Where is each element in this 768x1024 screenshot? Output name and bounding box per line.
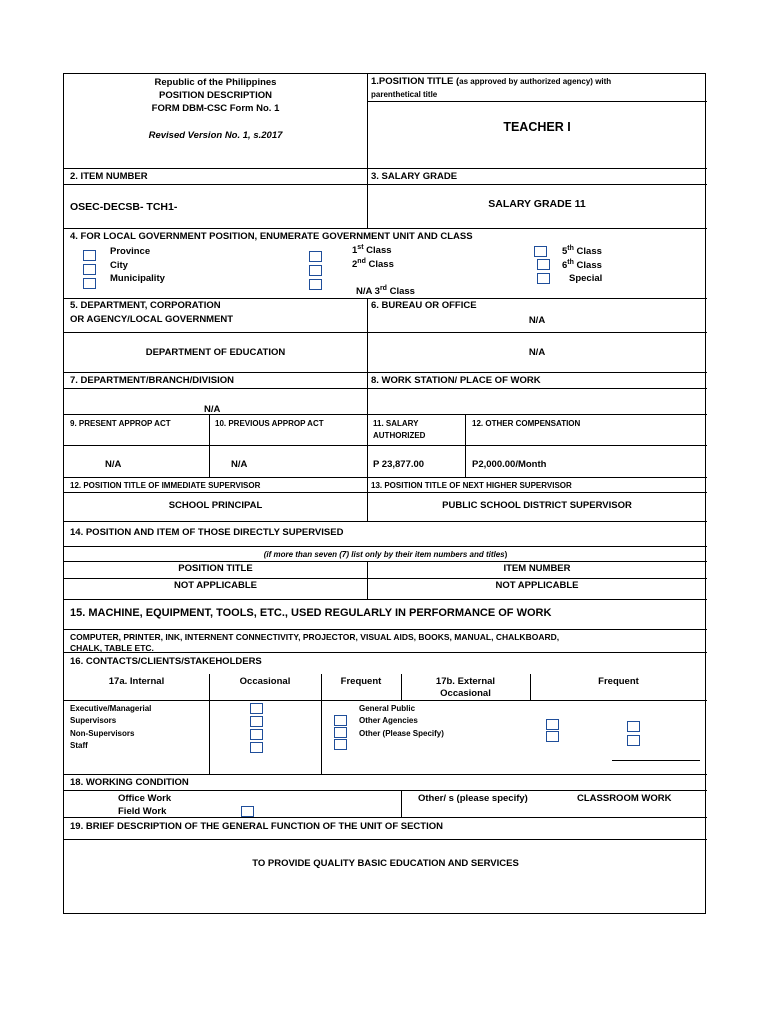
working-condition-label: 18. WORKING CONDITION <box>70 777 189 788</box>
office-work-label: Office Work <box>118 793 172 804</box>
form-heading: POSITION DESCRIPTION <box>159 90 272 101</box>
machines-value-2: CHALK, TABLE ETC. <box>70 643 154 653</box>
immediate-supervisor-label: 12. POSITION TITLE OF IMMEDIATE SUPERVISOR <box>70 481 261 490</box>
external-header-1: 17b. External <box>435 676 496 687</box>
other-condition-value: CLASSROOM WORK <box>577 793 672 804</box>
class-6-checkbox[interactable] <box>537 259 550 270</box>
immediate-supervisor-value: SCHOOL PRINCIPAL <box>168 500 263 511</box>
branch-value: N/A <box>204 404 221 415</box>
lgu-province: Province <box>110 246 151 257</box>
bureau-label: 6. BUREAU OR OFFICE <box>371 300 477 311</box>
bureau-value-2: N/A <box>528 347 546 358</box>
field-work-label: Field Work <box>118 806 167 817</box>
internal-frequent-checkbox-3[interactable] <box>334 739 347 750</box>
position-title-label: 1.POSITION TITLE (as approved by authorized agency) with <box>371 76 612 87</box>
position-title-value: TEACHER I <box>503 120 571 134</box>
frequent-header-2: Frequent <box>598 676 639 687</box>
supervised-value-title: NOT APPLICABLE <box>173 580 258 591</box>
other-compensation-label: 12. OTHER COMPENSATION <box>472 419 581 428</box>
lgu-label: 4. FOR LOCAL GOVERNMENT POSITION, ENUMERATE GOVERNMENT UNIT AND CLASS <box>70 231 473 242</box>
other-condition-label: Other/ s (please specify) <box>418 793 528 804</box>
form-number: FORM DBM-CSC Form No. 1 <box>151 103 280 114</box>
department-label-2: OR AGENCY/LOCAL GOVERNMENT <box>70 314 234 325</box>
next-supervisor-value: PUBLIC SCHOOL DISTRICT SUPERVISOR <box>442 500 632 511</box>
lgu-city: City <box>110 260 128 271</box>
republic-heading: Republic of the Philippines <box>154 77 277 88</box>
department-label-1: 5. DEPARTMENT, CORPORATION <box>70 300 221 311</box>
other-specify-line <box>612 760 700 761</box>
internal-item-non-supervisors: Non-Supervisors <box>70 729 135 738</box>
internal-occasional-checkbox-4[interactable] <box>250 742 263 753</box>
frequent-header: Frequent <box>340 676 382 687</box>
province-checkbox[interactable] <box>83 250 96 261</box>
class-3-checkbox[interactable] <box>309 279 322 290</box>
field-work-checkbox[interactable] <box>241 806 254 817</box>
external-frequent-checkbox-2[interactable] <box>627 735 640 746</box>
position-description-form <box>63 73 706 914</box>
lgu-municipality: Municipality <box>110 273 165 284</box>
present-approp-label: 9. PRESENT APPROP ACT <box>70 419 171 428</box>
salary-authorized-value: P 23,877.00 <box>373 459 425 470</box>
machines-label: 15. MACHINE, EQUIPMENT, TOOLS, ETC., USED REGULARLY IN PERFORMANCE OF WORK <box>70 607 552 619</box>
class-3-label: N/A 3rd Class <box>356 284 415 297</box>
internal-item-supervisors: Supervisors <box>70 716 117 725</box>
supervised-label: 14. POSITION AND ITEM OF THOSE DIRECTLY SUPERVISED <box>70 527 344 538</box>
city-checkbox[interactable] <box>83 264 96 275</box>
internal-item-staff: Staff <box>70 741 88 750</box>
salary-grade-value: SALARY GRADE 11 <box>488 198 586 210</box>
municipality-checkbox[interactable] <box>83 278 96 289</box>
present-approp-value: N/A <box>105 459 122 470</box>
class-2-label: 2nd Class <box>352 257 394 270</box>
previous-approp-label: 10. PREVIOUS APPROP ACT <box>215 419 324 428</box>
internal-item-executive: Executive/Managerial <box>70 704 152 713</box>
branch-label: 7. DEPARTMENT/BRANCH/DIVISION <box>70 375 234 386</box>
internal-occasional-checkbox-2[interactable] <box>250 716 263 727</box>
salary-authorized-label-1: 11. SALARY <box>373 419 419 428</box>
general-function-value: TO PROVIDE QUALITY BASIC EDUCATION AND SERVICES <box>252 858 519 869</box>
item-number-value: OSEC-DECSB- TCH1- <box>70 201 178 213</box>
salary-grade-label: 3. SALARY GRADE <box>371 171 458 182</box>
external-item-other-specify: Other (Please Specify) <box>359 729 444 738</box>
supervised-col-title: POSITION TITLE <box>178 563 253 574</box>
position-title-label-2: parenthetical title <box>371 90 438 99</box>
class-5-label: 5th Class <box>562 244 602 257</box>
external-item-other-agencies: Other Agencies <box>359 716 418 725</box>
salary-authorized-label-2: AUTHORIZED <box>373 431 426 440</box>
class-1-checkbox[interactable] <box>309 251 322 262</box>
previous-approp-value: N/A <box>231 459 248 470</box>
supervised-value-item: NOT APPLICABLE <box>495 580 579 591</box>
external-frequent-checkbox-1[interactable] <box>627 721 640 732</box>
internal-frequent-checkbox-2[interactable] <box>334 727 347 738</box>
class-6-label: 6th Class <box>562 258 602 271</box>
internal-occasional-checkbox-3[interactable] <box>250 729 263 740</box>
external-occasional-checkbox-1[interactable] <box>546 719 559 730</box>
supervised-note: (if more than seven (7) list only by their item numbers and titles) <box>263 550 508 559</box>
class-5-checkbox[interactable] <box>534 246 547 257</box>
other-compensation-value: P2,000.00/Month <box>472 459 547 470</box>
external-occasional-checkbox-2[interactable] <box>546 731 559 742</box>
special-checkbox[interactable] <box>537 273 550 284</box>
contacts-label: 16. CONTACTS/CLIENTS/STAKEHOLDERS <box>70 656 262 667</box>
item-number-label: 2. ITEM NUMBER <box>70 171 148 182</box>
class-2-checkbox[interactable] <box>309 265 322 276</box>
internal-frequent-checkbox-1[interactable] <box>334 715 347 726</box>
next-supervisor-label: 13. POSITION TITLE OF NEXT HIGHER SUPERVISOR <box>371 481 572 490</box>
class-1-label: 1st Class <box>352 243 392 256</box>
external-item-general-public: General Public <box>359 704 416 713</box>
department-value: DEPARTMENT OF EDUCATION <box>145 347 286 358</box>
internal-header: 17a. Internal <box>108 676 165 687</box>
supervised-col-item: ITEM NUMBER <box>503 563 571 574</box>
machines-value-1: COMPUTER, PRINTER, INK, INTERNENT CONNECTIVITY, PROJECTOR, VISUAL AIDS, BOOKS, MANUAL, CHALKBOARD, <box>70 632 560 642</box>
occasional-header: Occasional <box>239 676 291 687</box>
special-label: Special <box>569 273 603 284</box>
general-function-label: 19. BRIEF DESCRIPTION OF THE GENERAL FUNCTION OF THE UNIT OF SECTION <box>70 821 443 832</box>
internal-occasional-checkbox-1[interactable] <box>250 703 263 714</box>
workstation-label: 8. WORK STATION/ PLACE OF WORK <box>371 375 541 386</box>
bureau-value-1: N/A <box>528 315 546 326</box>
revised-version: Revised Version No. 1, s.2017 <box>148 130 283 141</box>
external-header-2: Occasional <box>440 688 491 699</box>
